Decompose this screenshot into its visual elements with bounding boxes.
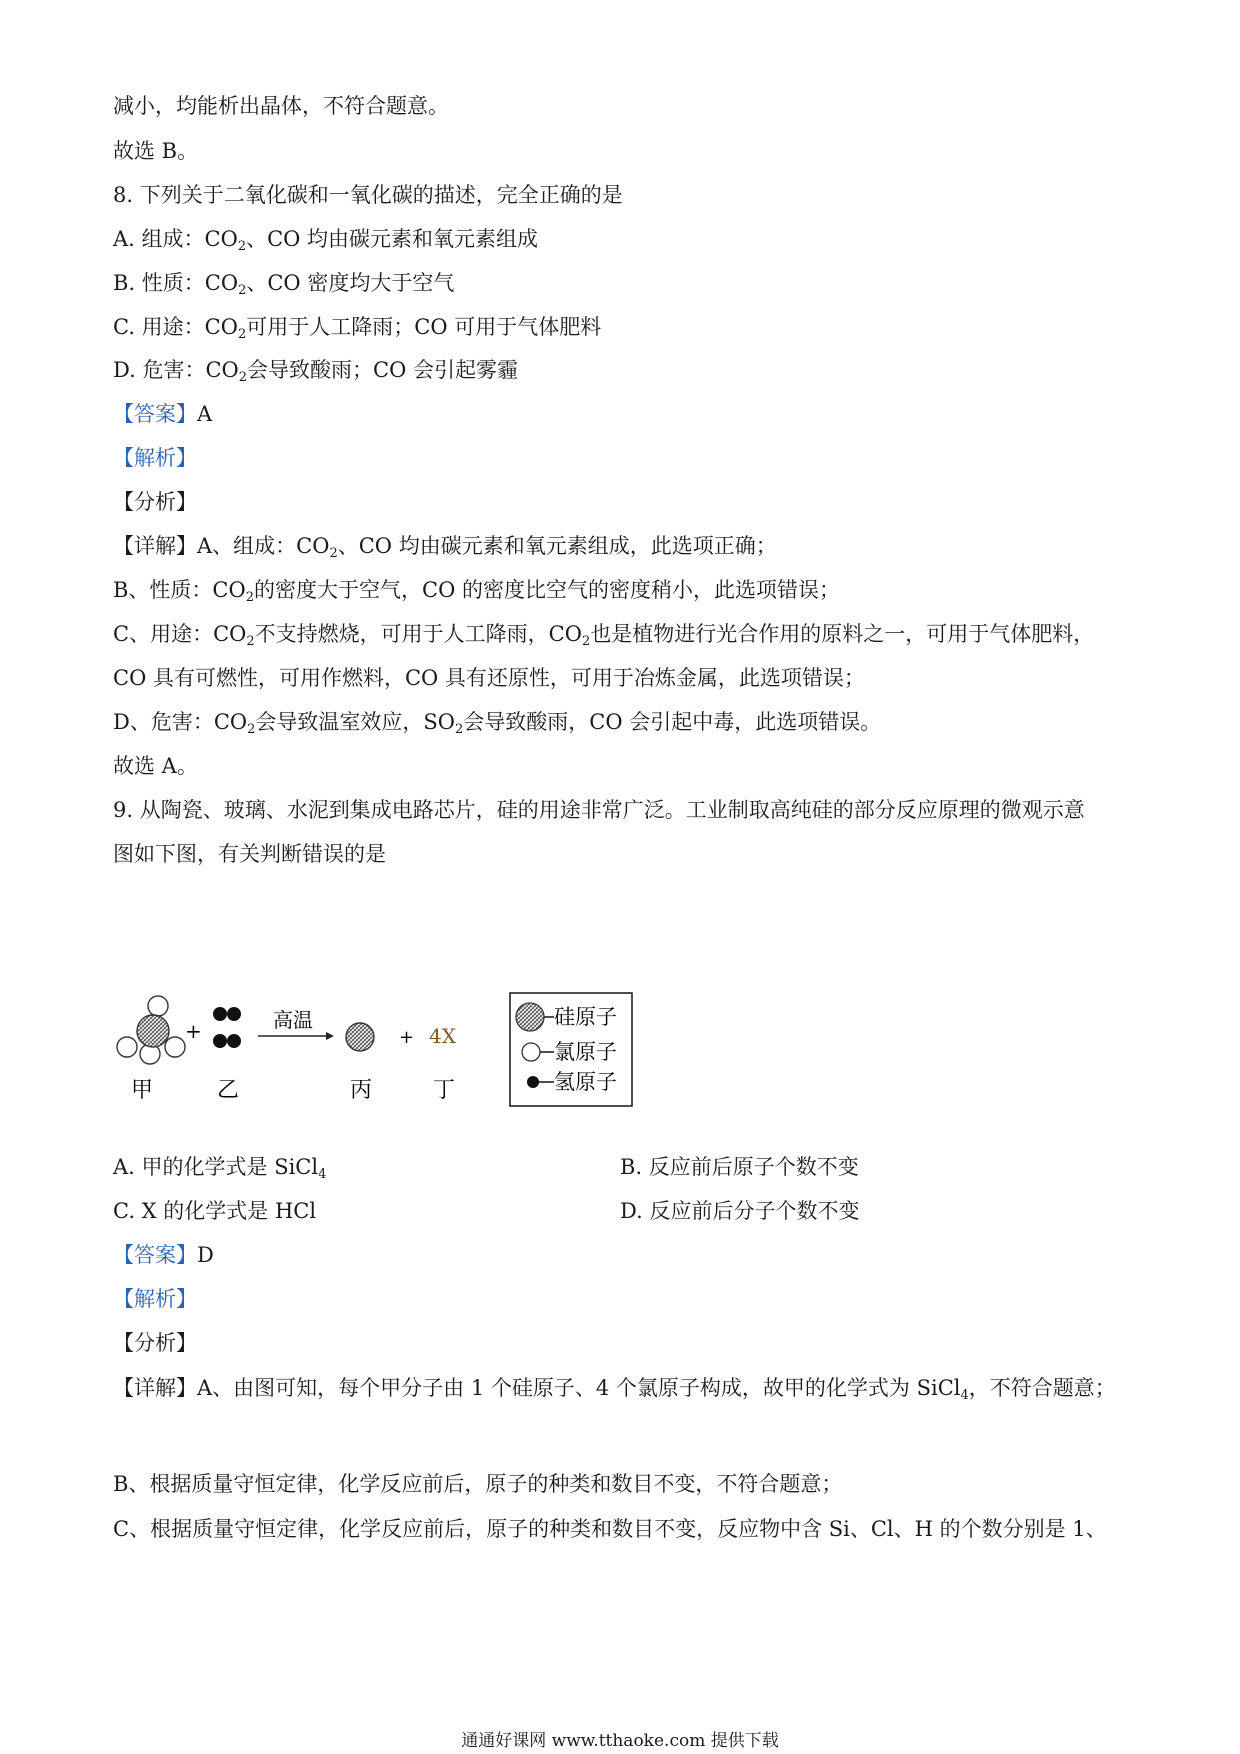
product-ding: 4X — [429, 1024, 456, 1048]
label-bing: 丙 — [350, 1078, 373, 1103]
silicon-legend-icon — [516, 1003, 544, 1031]
q9-detail-c: C、根据质量守恒定律，化学反应前后，原子的种类和数目不变，反应物中含 Si、Cl、H 的个数分别是 1、 — [113, 1517, 1107, 1541]
silicon-atom-icon — [346, 1023, 374, 1051]
q8-detail-d: D、危害：$CO_2$会导致温室效应，$SO_2$会导致酸雨，CO 会引起中毒，此选项错误。 — [113, 710, 882, 737]
q8-option-a: A. 组成：$CO_2$、CO 均由碳元素和氧元素组成 — [113, 227, 539, 254]
chlorine-legend-icon — [522, 1043, 540, 1061]
text-line: 故选 B。 — [113, 139, 199, 163]
question-9-stem-cont: 图如下图，有关判断错误的是 — [113, 842, 386, 866]
legend-chlorine: 氯原子 — [554, 1040, 617, 1064]
reaction-diagram — [113, 992, 733, 1122]
q9-detail-b: B、根据质量守恒定律，化学反应前后，原子的种类和数目不变，不符合题意； — [113, 1472, 843, 1496]
q8-option-d: D. 危害：$CO_2$会导致酸雨；CO 会引起雾霾 — [113, 358, 518, 385]
q9-fenxi-tag: 【分析】 — [113, 1331, 197, 1355]
text-line: 减小，均能析出晶体，不符合题意。 — [113, 94, 449, 118]
label-jia: 甲 — [131, 1078, 154, 1103]
reaction-condition: 高温 — [273, 1008, 313, 1032]
q9-analysis-tag: 【解析】 — [113, 1287, 197, 1311]
q9-option-a: A. 甲的化学式是 SiCl$_4$ — [113, 1155, 327, 1182]
legend-hydrogen: 氢原子 — [554, 1070, 617, 1094]
legend-box — [510, 993, 632, 1106]
reaction-diagram-svg — [113, 992, 733, 1122]
q8-option-c: C. 用途：$CO_2$可用于人工降雨；CO 可用于气体肥料 — [113, 315, 602, 342]
q8-option-b: B. 性质：$CO_2$、CO 密度均大于空气 — [113, 271, 455, 298]
molecule-jia-icon — [117, 996, 185, 1064]
q9-option-d: D. 反应前后分子个数不变 — [620, 1199, 860, 1223]
page-footer: 通通好课网 www.tthaoke.com 提供下载 — [461, 1731, 779, 1751]
q8-detail-c: C、用途：$CO_2$不支持燃烧，可用于人工降雨，$CO_2$也是植物进行光合作用的原料之一，可用于气体肥料， — [113, 622, 1095, 649]
molecule-yi-icon — [213, 1007, 241, 1048]
q9-option-b: B. 反应前后原子个数不变 — [620, 1155, 859, 1179]
plus-sign: + — [185, 1019, 202, 1043]
label-ding: 丁 — [433, 1078, 456, 1103]
q8-fenxi-tag: 【分析】 — [113, 490, 197, 514]
q8-analysis-tag: 【解析】 — [113, 446, 197, 470]
q9-option-c: C. X 的化学式是 HCl — [113, 1199, 317, 1223]
q8-answer: 【答案】A — [113, 402, 213, 426]
question-8-stem: 8. 下列关于二氧化碳和一氧化碳的描述，完全正确的是 — [113, 183, 623, 207]
hydrogen-legend-icon — [527, 1076, 539, 1088]
q9-answer: 【答案】D — [113, 1243, 214, 1267]
plus-sign: + — [399, 1027, 415, 1048]
q8-detail-c-cont: CO 具有可燃性，可用作燃料，CO 具有还原性，可用于冶炼金属，此选项错误； — [113, 666, 865, 690]
label-yi: 乙 — [217, 1078, 240, 1103]
legend-silicon: 硅原子 — [554, 1005, 617, 1029]
q8-detail-b: B、性质：$CO_2$的密度大于空气，CO 的密度比空气的密度稍小，此选项错误； — [113, 578, 840, 605]
question-9-stem: 9. 从陶瓷、玻璃、水泥到集成电路芯片，硅的用途非常广泛。工业制取高纯硅的部分反应原理的微观示意 — [113, 798, 1085, 822]
q8-detail-a: 【详解】A、组成：$CO_2$、CO 均由碳元素和氧元素组成，此选项正确； — [113, 534, 777, 561]
q8-conclusion: 故选 A。 — [113, 754, 198, 778]
q9-detail-a: 【详解】A、由图可知，每个甲分子由 1 个硅原子、4 个氯原子构成，故甲的化学式为 SiCl$_4$，不符合题意； — [113, 1376, 1116, 1403]
